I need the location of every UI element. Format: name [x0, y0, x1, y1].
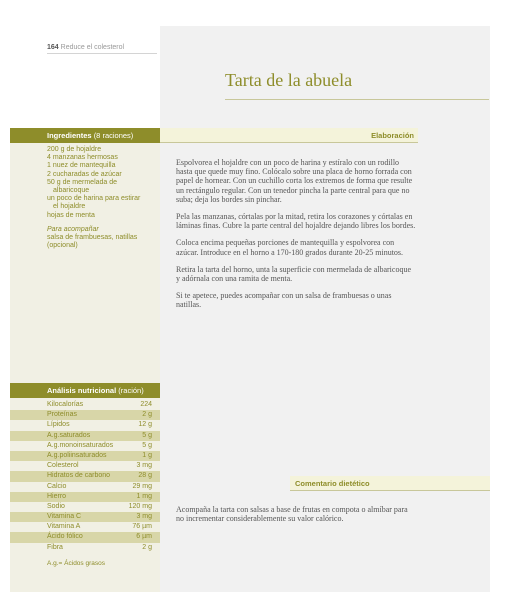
nutrition-value: 3 mg	[136, 513, 152, 521]
nutrition-label: Fibra	[47, 543, 63, 551]
nutrition-value: 2 g	[142, 411, 152, 419]
nutrition-row	[10, 451, 160, 461]
nutrition-value: 28 g	[138, 472, 152, 480]
nutrition-heading	[10, 383, 160, 398]
elaboration-step: Pela las manzanas, córtalas por la mitad, retira los corazones y córtalas en láminas finas. Cubre la parte central del hojaldre dejando libres los bordes.	[176, 212, 416, 231]
nutrition-note: A.g.= Ácidos grasos	[47, 560, 105, 567]
nutrition-value: 224	[140, 401, 152, 408]
nutrition-row	[10, 502, 160, 512]
ingredient-item: 4 manzanas hermosas	[47, 154, 118, 162]
nutrition-row	[10, 482, 160, 492]
recipe-title: Tarta de la abuela	[225, 70, 353, 90]
nutrition-row	[10, 441, 160, 451]
nutrition-label: Ácido fólico	[47, 533, 83, 541]
nutrition-label: Calcio	[47, 482, 67, 490]
nutrition-label: A.g.poliinsaturados	[47, 451, 107, 459]
ingredient-item: el hojaldre	[53, 203, 86, 211]
nutrition-value: 120 mg	[128, 502, 152, 510]
nutrition-label: A.g.monoinsaturados	[47, 441, 114, 449]
serve-label	[47, 226, 159, 234]
ingredient-item: 200 g de hojaldre	[47, 146, 102, 153]
nutrition-value: 5 g	[142, 441, 152, 449]
nutrition-row	[10, 431, 160, 441]
nutrition-row	[10, 512, 160, 522]
nutrition-value: 2 g	[142, 543, 152, 551]
page-number: 164	[47, 44, 59, 51]
nutrition-value: 12 g	[138, 421, 152, 429]
nutrition-row	[10, 543, 160, 553]
ingredient-item: 1 nuez de mantequilla	[47, 162, 116, 170]
left-column-top	[10, 0, 160, 128]
elaboration-step: Coloca encima pequeñas porciones de mantequilla y espolvorea con azúcar. Introduce en el horno a 170-180 grados durante 20-25 minutos.	[176, 238, 404, 257]
nutrition-label: Hidratos de carbono	[47, 472, 111, 480]
ingredients-heading-label: Ingredientes	[47, 131, 92, 140]
nutrition-label: Vitamina C	[47, 513, 82, 521]
nutrition-value: 5 g	[142, 431, 152, 439]
nutrition-row	[10, 461, 160, 471]
nutrition-label: Sodio	[47, 502, 65, 510]
page-header	[47, 44, 124, 51]
serve-label-text: Para acompañar	[47, 225, 99, 233]
nutrition-per: (ración)	[118, 386, 144, 395]
running-title: Reduce el colesterol	[60, 44, 125, 51]
nutrition-row	[10, 532, 160, 542]
nutrition-row	[10, 410, 160, 420]
nutrition-value: 3 mg	[136, 462, 152, 470]
nutrition-label: Hierro	[47, 492, 67, 500]
comment-heading: Comentario dietético	[290, 476, 490, 491]
title-divider	[225, 99, 489, 100]
header-divider	[47, 53, 157, 54]
nutrition-label: Colesterol	[47, 462, 79, 470]
nutrition-row	[10, 492, 160, 502]
nutrition-value: 1 mg	[136, 492, 152, 500]
nutrition-heading-label: Análisis nutricional	[47, 386, 117, 395]
serve-item: salsa de frambuesas, natillas	[47, 234, 138, 242]
nutrition-row	[10, 400, 160, 410]
nutrition-label: A.g.saturados	[47, 431, 91, 439]
ingredients-servings: (8 raciones)	[93, 131, 134, 140]
ingredient-item: 50 g de mermelada de	[47, 178, 118, 186]
nutrition-row	[10, 471, 160, 481]
nutrition-row	[10, 420, 160, 430]
nutrition-value: 76 µm	[132, 523, 152, 531]
nutrition-value: 29 mg	[132, 482, 152, 490]
elaboration-step: Retira la tarta del horno, unta la superficie con mermelada de albaricoque y adórnala con una ramita de menta.	[176, 264, 412, 284]
ingredient-item: albaricoque	[53, 187, 90, 195]
elaboration-text	[176, 158, 416, 318]
comment-text: Acompaña la tarta con salsas a base de frutas en compota o almíbar para no incrementar considerablemente su valor calórico.	[176, 505, 408, 524]
ingredient-item: 2 cucharadas de azúcar	[47, 170, 122, 178]
nutrition-row	[10, 522, 160, 532]
ingredient-item: hojas de menta	[47, 211, 95, 219]
nutrition-value: 6 µm	[136, 533, 152, 541]
ingredients-heading	[10, 128, 160, 143]
nutrition-value: 1 g	[142, 451, 152, 459]
nutrition-label: Lípidos	[47, 421, 70, 429]
nutrition-label: Vitamina A	[47, 523, 81, 531]
ingredients-list	[47, 146, 159, 250]
nutrition-table	[10, 400, 160, 553]
elaboration-step: Espolvorea el hojaldre con un poco de harina y estíralo con un rodillo hasta que quede muy fino. Colócalo sobre una placa de horno forrada con papel de hornear. Con un cuchillo corta los extremos de forma que resulte un rectángulo regular. Con un tenedor pincha la parte central para que no suba; deja los bordes sin pinchar.	[176, 158, 413, 204]
ingredient-item: un poco de harina para estirar	[47, 195, 141, 203]
nutrition-label: Proteínas	[47, 411, 77, 419]
serve-item: (opcional)	[47, 242, 78, 250]
nutrition-label: Kilocalorías	[47, 401, 84, 408]
elaboration-step: Si te apetece, puedes acompañar con un salsa de frambuesas o unas natillas.	[176, 291, 392, 310]
elaboration-heading: Elaboración	[160, 128, 418, 143]
